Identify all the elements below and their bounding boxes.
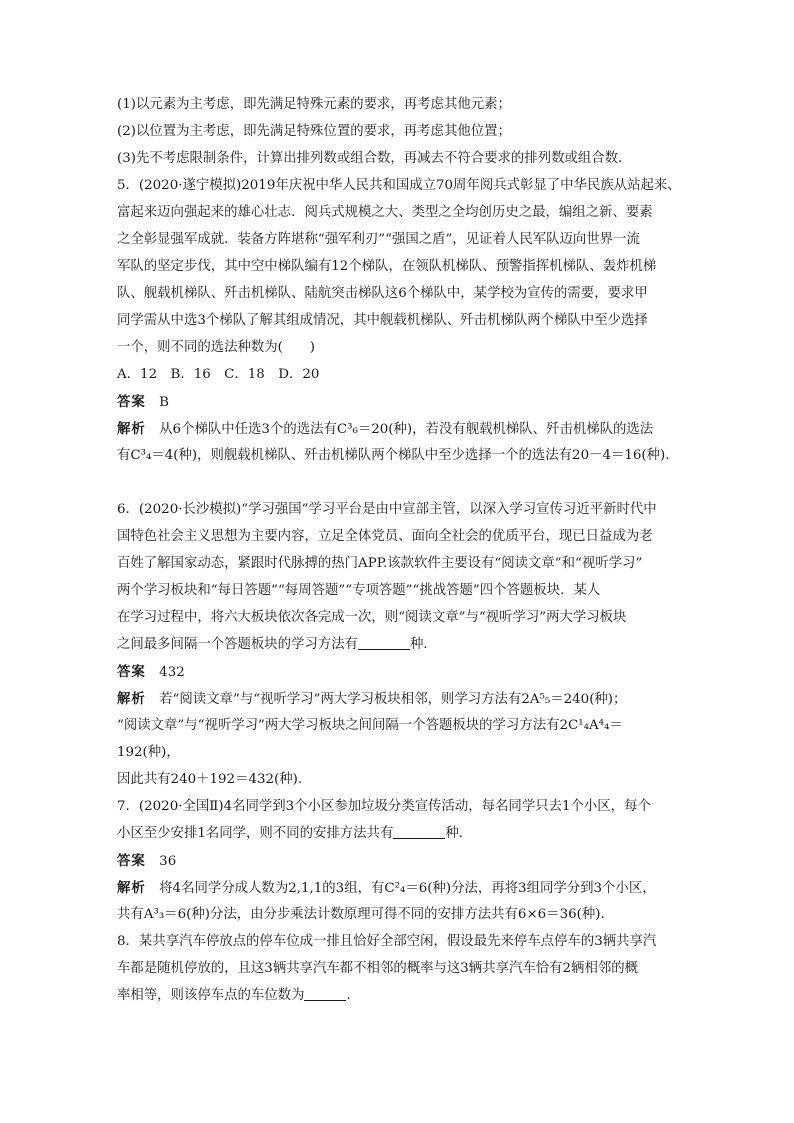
analysis-label: 解析 [117, 691, 146, 707]
q8-text-line: 车都是随机停放的，且这3辆共享汽车都不相邻的概率与这3辆共享汽车恰有2辆相邻的概 [117, 961, 639, 976]
q5-text-line: 富起来迈向强起来的雄心壮志．阅兵式规模之大、类型之全均创历史之最，编组之新、要素 [117, 205, 653, 220]
q6-analysis-line [117, 689, 683, 710]
answer-blank [393, 825, 445, 839]
q6-analysis-line: 192(种)， [117, 745, 180, 760]
q5-analysis-line: 有C³₄＝4(种)，则舰载机梯队、歼击机梯队两个梯队中至少选择一个的选法有20－4＝16(种). [117, 448, 670, 463]
q6-text-line: 百姓了解国家动态，紧跟时代脉搏的热门APP.该款软件主要设有“阅读文章”和“视听学习” [117, 556, 643, 571]
q5-text-line: 同学需从中选3个梯队了解其组成情况，其中舰载机梯队、歼击机梯队两个梯队中至少选择 [117, 313, 648, 328]
q5-analysis-line [117, 419, 683, 440]
q7-analysis-line [117, 878, 683, 899]
answer-blank [304, 987, 346, 1001]
q6-text-line: 国特色社会主义思想为主要内容，立足全体党员、面向全社会的优质平台，现已日益成为老 [117, 529, 653, 544]
analysis-text: 将4名同学分成人数为2,1,1的3组，有C²₄＝6(种)分法，再将3组同学分到3个小区， [159, 881, 656, 896]
q5-text-line: 5．(2020·遂宁模拟)2019年庆祝中华人民共和国成立70周年阅兵式彰显了中华民族从站起来、 [117, 178, 681, 193]
tip-line: (1)以元素为主考虑，即先满足特殊元素的要求，再考虑其他元素； [117, 97, 511, 112]
q6-text-line: 之间最多间隔一个答题板块的学习方法有 种． [117, 637, 437, 652]
answer-label: 答案 [117, 664, 146, 680]
tip-line: (2)以位置为主考虑，即先满足特殊位置的要求，再考虑其他位置； [117, 124, 511, 139]
answer-label: 答案 [117, 394, 146, 410]
answer-blank [358, 636, 410, 650]
analysis-label: 解析 [117, 421, 146, 437]
answer-value: B [159, 395, 170, 410]
q5-text-line: 之全彰显强军成就．装备方阵堪称“强军利刃”“强国之盾”，见证着人民军队迈向世界一流 [117, 232, 640, 247]
q7-text-line: 小区至少安排1名同学，则不同的安排方法共有 种． [117, 826, 473, 841]
q8-text-line: 率相等，则该停车点的车位数为 ． [117, 988, 360, 1003]
q5-answer [117, 392, 683, 413]
q6-analysis-line: “阅读文章”与“视听学习”两大学习板块之间间隔一个答题板块的学习方法有2C¹₄A⁴₄＝ [117, 718, 623, 733]
q6-text-line: 两个学习板块和“每日答题”“每周答题”“专项答题”“挑战答题”四个答题板块．某人 [117, 583, 601, 598]
q5-text-line: 一个，则不同的选法种数为( ) [117, 340, 315, 355]
q7-analysis-line: 共有A³₃＝6(种)分法，由分步乘法计数原理可得不同的安排方法共有6×6＝36(种). [117, 907, 605, 922]
q5-text-line: 队、舰载机梯队、歼击机梯队、陆航突击梯队这6个梯队中，某学校为宣传的需要，要求甲 [117, 286, 648, 301]
q6-analysis-line: 因此共有240＋192＝432(种). [117, 772, 303, 787]
q7-answer [117, 851, 683, 872]
analysis-label: 解析 [117, 880, 146, 896]
q5-text-line: 军队的坚定步伐，其中空中梯队编有12个梯队，在领队机梯队、预警指挥机梯队、轰炸机梯 [117, 259, 657, 274]
q6-answer [117, 662, 683, 683]
analysis-text: 从6个梯队中任选3个的选法有C³₆＝20(种)，若没有舰载机梯队、歼击机梯队的选法 [159, 422, 654, 437]
q7-text-line: 7．(2020·全国Ⅱ)4名同学到3个小区参加垃圾分类宣传活动，每名同学只去1个小区，每个 [117, 799, 651, 814]
q8-text-line: 8．某共享汽车停放点的停车位成一排且恰好全部空闲，假设最先来停车点停车的3辆共享汽 [117, 934, 657, 949]
answer-value: 432 [159, 665, 185, 680]
q6-text-line: 6．(2020·长沙模拟)“学习强国”学习平台是由中宣部主管，以深入学习宣传习近平新时代中 [117, 502, 657, 517]
q5-options: A．12 B．16 C．18 D．20 [117, 367, 320, 382]
q6-text-line: 在学习过程中，将六大板块依次各完成一次，则“阅读文章”与“视听学习”两大学习板块 [117, 610, 627, 625]
analysis-text: 若“阅读文章”与“视听学习”两大学习板块相邻，则学习方法有2A⁵₅＝240(种)； [159, 692, 627, 707]
answer-value: 36 [159, 854, 177, 869]
tip-line: (3)先不考虑限制条件，计算出排列数或组合数，再减去不符合要求的排列数或组合数． [117, 151, 632, 166]
answer-label: 答案 [117, 853, 146, 869]
